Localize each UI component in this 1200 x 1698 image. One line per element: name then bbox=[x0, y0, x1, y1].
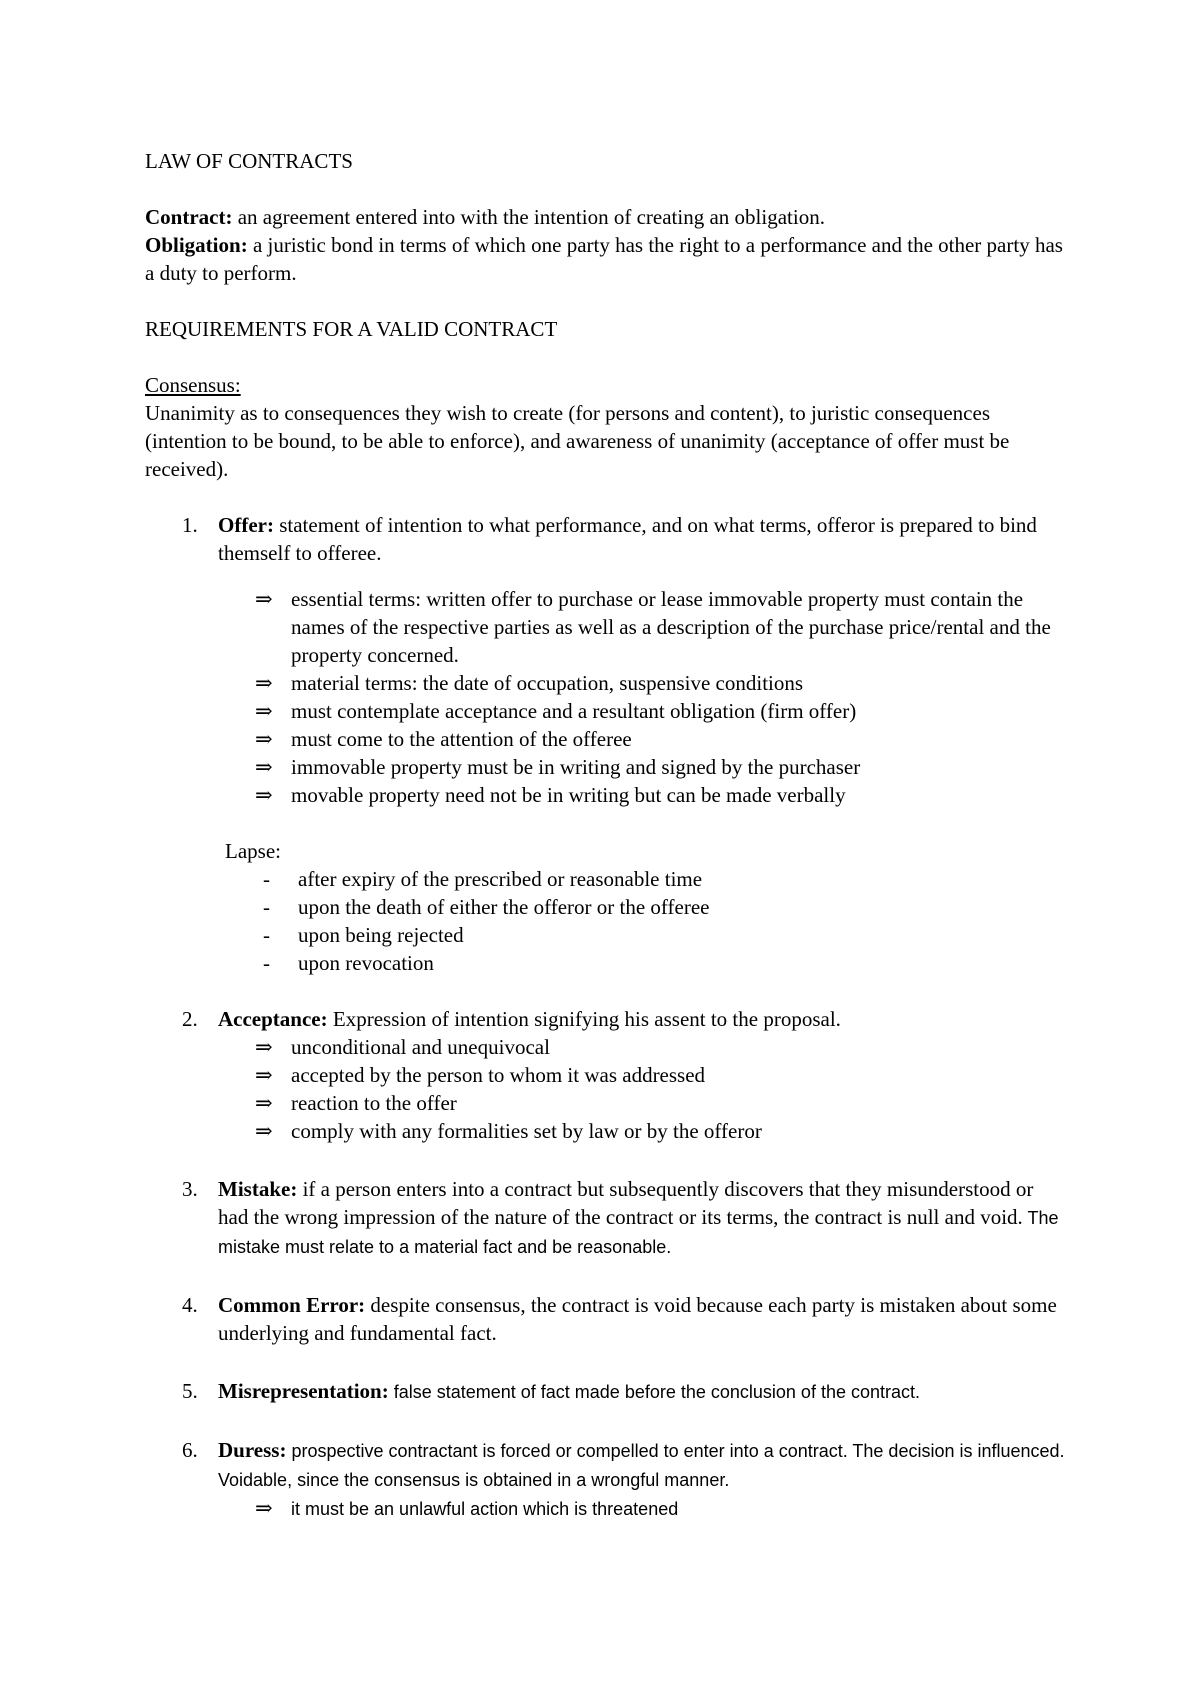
arrow-icon: ⇒ bbox=[255, 1496, 273, 1520]
item-term: Offer: bbox=[218, 513, 274, 537]
list-item: ⇒ reaction to the offer bbox=[255, 1091, 457, 1115]
item-text-sans: The mistake must relate to a material fact and be reasonable. bbox=[218, 1208, 1059, 1257]
definition-obligation bbox=[145, 231, 1065, 287]
list-item: - upon the death of either the offeror or the offeree bbox=[263, 895, 710, 919]
requirement-mistake bbox=[145, 1175, 1065, 1261]
list-item: ⇒ movable property need not be in writing but can be made verbally bbox=[255, 783, 846, 807]
requirement-misrepresentation bbox=[145, 1377, 1065, 1406]
section-heading: REQUIREMENTS FOR A VALID CONTRACT bbox=[145, 317, 558, 341]
item-text: if a person enters into a contract but subsequently discovers that they misunderstood or had the wrong impression of the nature of the contract or its terms, the contract is null and void. bbox=[218, 1177, 1034, 1229]
requirement-common-error bbox=[145, 1291, 1065, 1347]
arrow-icon: ⇒ bbox=[255, 1119, 273, 1143]
arrow-icon: ⇒ bbox=[255, 1035, 273, 1059]
definition-text: a juristic bond in terms of which one party has the right to a performance and the other party has a duty to perform. bbox=[145, 233, 1063, 285]
item-number: 3. bbox=[182, 1177, 198, 1201]
definition-text: an agreement entered into with the intention of creating an obligation. bbox=[232, 205, 825, 229]
arrow-icon: ⇒ bbox=[255, 727, 273, 751]
item-number: 6. bbox=[182, 1438, 198, 1462]
lapse-points bbox=[145, 865, 1065, 977]
list-item: ⇒ essential terms: written offer to purchase or lease immovable property must contain the names of the respective parties as well as a description of the purchase price/rental and the property concerned. bbox=[255, 587, 1051, 667]
item-term: Mistake: bbox=[218, 1177, 298, 1201]
definition-term: Contract: bbox=[145, 205, 233, 229]
list-item: - upon being rejected bbox=[263, 923, 464, 947]
arrow-icon: ⇒ bbox=[255, 1063, 273, 1087]
item-term: Duress: bbox=[218, 1438, 287, 1462]
item-term: Misrepresentation: bbox=[218, 1379, 389, 1403]
arrow-icon: ⇒ bbox=[255, 755, 273, 779]
list-item: ⇒ must contemplate acceptance and a resultant obligation (firm offer) bbox=[255, 699, 857, 723]
item-text-sans: false statement of fact made before the conclusion of the contract. bbox=[388, 1382, 921, 1402]
list-item: ⇒ material terms: the date of occupation, suspensive conditions bbox=[255, 671, 804, 695]
arrow-icon: ⇒ bbox=[255, 699, 273, 723]
item-number: 5. bbox=[182, 1379, 198, 1403]
arrow-icon: ⇒ bbox=[255, 1091, 273, 1115]
requirement-acceptance bbox=[145, 1005, 1065, 1033]
list-item: ⇒ immovable property must be in writing and signed by the purchaser bbox=[255, 755, 861, 779]
list-item: ⇒ must come to the attention of the offeree bbox=[255, 727, 632, 751]
dash-icon: - bbox=[263, 923, 270, 947]
arrow-icon: ⇒ bbox=[255, 783, 273, 807]
dash-icon: - bbox=[263, 895, 270, 919]
item-text-sans: prospective contractant is forced or compelled to enter into a contract. The decision is influenced. Voidable, since the consensus is obtained in a wrongful manner. bbox=[218, 1441, 1065, 1490]
dash-icon: - bbox=[263, 951, 270, 975]
definition-term: Obligation: bbox=[145, 233, 248, 257]
list-item: - after expiry of the prescribed or reasonable time bbox=[263, 867, 703, 891]
document-page bbox=[145, 147, 1065, 1523]
definition-contract bbox=[145, 203, 1065, 231]
item-text: despite consensus, the contract is void because each party is mistaken about some underlying and fundamental fact. bbox=[218, 1293, 1057, 1345]
list-item: ⇒ accepted by the person to whom it was addressed bbox=[255, 1063, 706, 1087]
requirement-duress bbox=[145, 1436, 1065, 1494]
lapse-label: Lapse: bbox=[225, 839, 281, 863]
list-item: ⇒ it must be an unlawful action which is threatened bbox=[255, 1496, 679, 1520]
arrow-icon: ⇒ bbox=[255, 587, 273, 611]
offer-points bbox=[145, 585, 1065, 809]
consensus-heading: Consensus: bbox=[145, 373, 241, 397]
item-text: statement of intention to what performance, and on what terms, offeror is prepared to bind themself to offeree. bbox=[218, 513, 1037, 565]
duress-points bbox=[145, 1494, 1065, 1523]
list-item: ⇒ unconditional and unequivocal bbox=[255, 1035, 550, 1059]
document-title: LAW OF CONTRACTS bbox=[145, 149, 353, 173]
dash-icon: - bbox=[263, 867, 270, 891]
item-number: 1. bbox=[182, 513, 198, 537]
list-item: ⇒ comply with any formalities set by law or by the offeror bbox=[255, 1119, 762, 1143]
requirement-offer bbox=[145, 511, 1065, 567]
item-number: 4. bbox=[182, 1293, 198, 1317]
arrow-icon: ⇒ bbox=[255, 671, 273, 695]
item-term: Common Error: bbox=[218, 1293, 366, 1317]
item-number: 2. bbox=[182, 1007, 198, 1031]
list-item: - upon revocation bbox=[263, 951, 434, 975]
item-text: Expression of intention signifying his assent to the proposal. bbox=[327, 1007, 841, 1031]
item-term: Acceptance: bbox=[218, 1007, 328, 1031]
consensus-text: Unanimity as to consequences they wish to create (for persons and content), to juristic consequences (intention to be bound, to be able to enforce), and awareness of unanimity (acceptance of offer must be received). bbox=[145, 401, 1010, 481]
acceptance-points bbox=[145, 1033, 1065, 1145]
